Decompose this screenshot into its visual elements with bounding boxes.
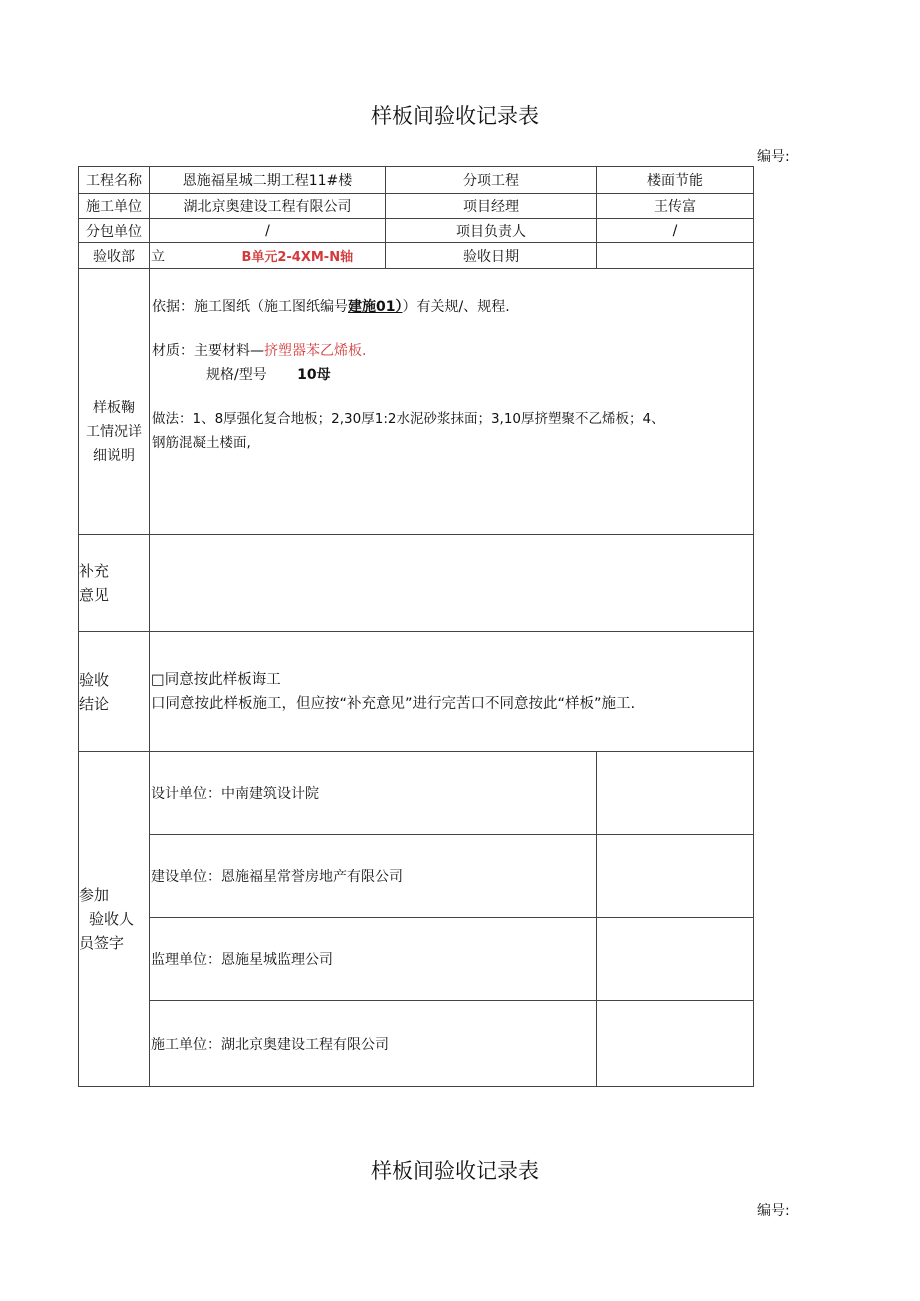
conclusion-label: [79, 632, 150, 752]
method-text: [152, 407, 753, 455]
location-label: 验收部: [79, 243, 150, 269]
details-label-line2: 工情况详: [86, 423, 142, 440]
signatures-label: [79, 752, 150, 1087]
signature-box: [597, 1001, 754, 1087]
next-page-title: 样板间验收记录表: [371, 1159, 539, 1183]
signature-design-unit: 设计单位：中南建筑设计院: [150, 752, 597, 835]
table-row: [79, 167, 754, 194]
signatures-label-line1: 参加: [79, 886, 110, 904]
basis-suffix: ）有关规/、规程.: [402, 299, 510, 315]
signature-supervision-unit: 监理单位：恩施星城监理公司: [150, 918, 597, 1001]
method-line1: 做法：1、8厚强化复合地板；2,30厚1:2水泥砂浆抹面；3,10厚挤塑聚不乙烯板；4、: [152, 411, 665, 427]
details-label-line1: 样板鞠: [93, 399, 135, 416]
table-row: [79, 1001, 754, 1087]
spec-value: 10母: [297, 367, 331, 383]
details-label: [79, 269, 150, 535]
details-label-line3: 细说明: [93, 447, 135, 464]
contractor-value: 湖北京奥建设工程有限公司: [150, 194, 386, 219]
table-row: [79, 835, 754, 918]
basis-prefix: 依据：施工图纸（施工图纸编号: [152, 299, 348, 315]
project-lead-value: /: [597, 219, 754, 243]
project-manager-value: 王传富: [597, 194, 754, 219]
project-name-value: 恩施福星城二期工程11#楼: [150, 167, 386, 194]
supplement-label: [79, 535, 150, 632]
table-row: [79, 632, 754, 752]
signature-box: [597, 752, 754, 835]
table-row: [79, 918, 754, 1001]
contractor-label: 施工单位: [79, 194, 150, 219]
material-value: 挤塑器苯乙烯板.: [264, 343, 367, 359]
table-row: [79, 752, 754, 835]
conclusion-content: [150, 632, 754, 752]
supplement-label-line2: 意见: [79, 586, 110, 604]
location-value: B单元2-4XM-N轴: [241, 249, 354, 265]
page-title: 样板间验收记录表: [371, 104, 539, 128]
basis-code: 建施01）: [348, 299, 403, 315]
table-row: [79, 269, 754, 535]
subcontractor-value: /: [150, 219, 386, 243]
next-page-serial-label: 编号:: [757, 1203, 790, 1219]
signature-box: [597, 835, 754, 918]
method-line2: 钢筋混凝土楼面,: [152, 435, 251, 451]
subcontractor-label: 分包单位: [79, 219, 150, 243]
conclusion-label-line1: 验收: [79, 670, 110, 689]
spec-line: [152, 365, 753, 385]
sub-item-value: 楼面节能: [597, 167, 754, 194]
conclusion-option-agree: □同意按此样板诲工: [151, 671, 281, 688]
table-row: [79, 535, 754, 632]
location-cell: [150, 243, 386, 269]
table-row: [79, 243, 754, 269]
project-name-label: 工程名称: [79, 167, 150, 194]
location-label-tail: 立: [151, 248, 165, 265]
conclusion-option-agree-with-conditions: 口同意按此样板施工，但应按“补充意见”进行完苦口不同意按此“样板”施工.: [151, 695, 636, 712]
spec-label: 规格/型号: [206, 367, 267, 383]
details-content: [150, 269, 754, 535]
signatures-label-line3: 员签字: [79, 934, 125, 952]
supplement-content: [150, 535, 754, 632]
acceptance-date-label: 验收日期: [386, 243, 597, 269]
signature-contractor-unit: 施工单位：湖北京奥建设工程有限公司: [150, 1001, 597, 1087]
serial-number-label: 编号:: [757, 149, 790, 165]
sub-item-label: 分项工程: [386, 167, 597, 194]
conclusion-label-line2: 结论: [79, 694, 110, 713]
signature-owner-unit: 建设单位：恩施福星常誉房地产有限公司: [150, 835, 597, 918]
table-row: [79, 219, 754, 243]
signatures-label-line2: 验收人: [89, 910, 135, 928]
basis-line: [152, 297, 753, 317]
material-line: [152, 341, 753, 361]
supplement-label-line1: 补充: [79, 562, 110, 580]
project-lead-label: 项目负责人: [386, 219, 597, 243]
signature-box: [597, 918, 754, 1001]
acceptance-date-value: [597, 243, 754, 269]
project-manager-label: 项目经理: [386, 194, 597, 219]
table-row: [79, 194, 754, 219]
material-prefix: 材质：主要材料—: [152, 343, 264, 359]
acceptance-record-table: [78, 166, 754, 1087]
